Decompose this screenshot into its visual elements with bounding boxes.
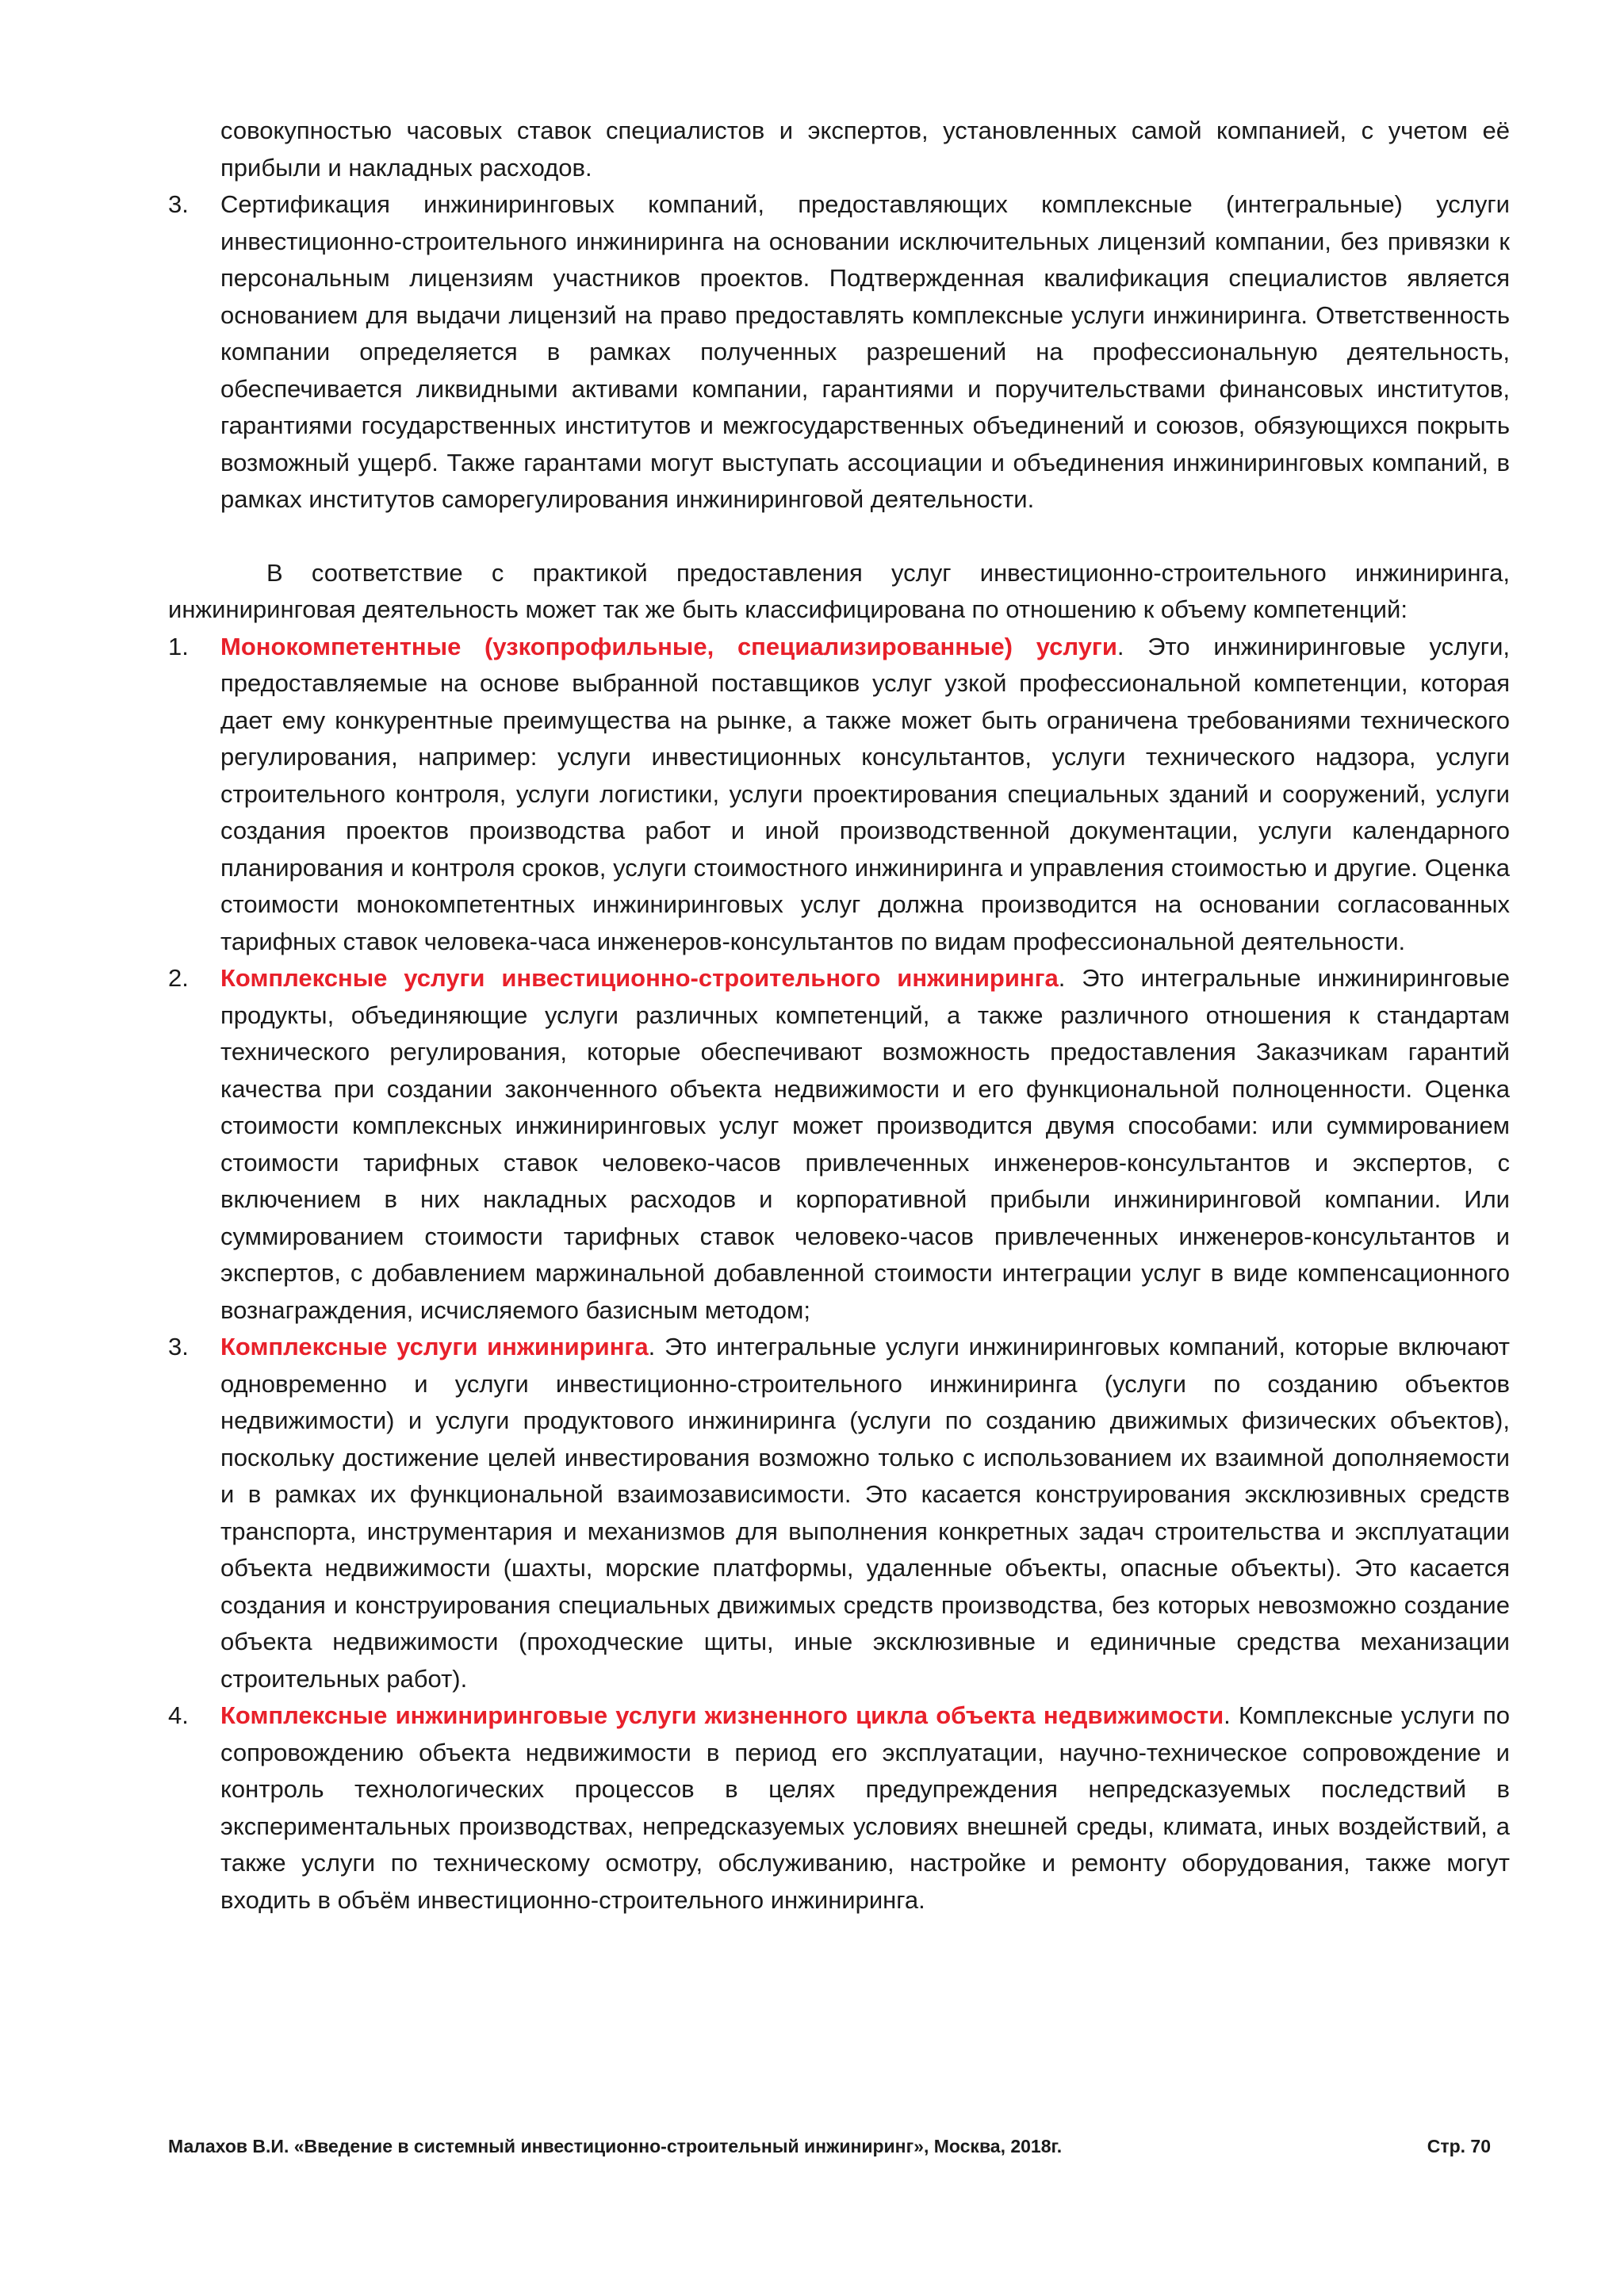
highlight-term: Комплексные услуги инвестиционно-строительного инжиниринга (220, 964, 1059, 992)
highlight-term: Комплексные услуги инжиниринга (220, 1333, 649, 1360)
list-item-body: . Это интегральные инжиниринговые продукты, объединяющие услуги различных компетенций, а также различного отношения к стандартам технического регулирования, которые обеспечивают возможность предоставления Заказчикам гарантий качества при создании законченного объекта недвижимости и его функциональной полноценности. Оценка стоимости комплексных инжиниринговых услуг может производится двумя способами: или суммированием стоимости тарифных ставок человеко-часов привлеченных инженеров-консультантов и экспертов, с включением в них накладных расходов и корпоративной прибыли инжиниринговой компании. Или суммированием стоимости тарифных ставок человеко-часов привлеченных инженеров-консультантов и экспертов, с добавлением маржинальной добавленной стоимости интеграции услуг в виде компенсационного вознаграждения, исчисляемого базисным методом; (220, 964, 1510, 1324)
page-number: Стр. 70 (1427, 2136, 1491, 2156)
list-item-text (220, 1329, 1510, 1697)
list-item-body: . Это интегральные услуги инжиниринговых компаний, которые включают одновременно и услуги инвестиционно-строительного инжиниринга (услуги по созданию объектов недвижимости) и услуги продуктового инжиниринга (услуги по созданию движимых физических объектов), поскольку достижение целей инвестирования возможно только с использованием их взаимной дополняемости и в рамках их функциональной взаимозависимости. Это касается конструирования эксклюзивных средств транспорта, инструментария и механизмов для выполнения конкретных задач строительства и эксплуатации объекта недвижимости (шахты, морские платформы, удаленные объекты, опасные объекты). Это касается создания и конструирования специальных движимых средств производства, без которых невозможно создание объекта недвижимости (проходческие щиты, иные эксклюзивные и единичные средства механизации строительных работ). (220, 1333, 1510, 1693)
list-item-prev-3 (168, 186, 1510, 519)
highlight-term: Монокомпетентные (узкопрофильные, специализированные) услуги (220, 632, 1117, 660)
list-item-text (220, 960, 1510, 1329)
list-item-text (220, 1697, 1510, 1919)
list-number: 3. (168, 1333, 189, 1360)
continuation-paragraph: совокупностью часовых ставок специалистов и экспертов, установленных самой компанией, с учетом её прибыли и накладных расходов. (220, 117, 1510, 182)
list-item-2 (168, 960, 1510, 1329)
highlight-term: Комплексные инжиниринговые услуги жизненного цикла объекта недвижимости (220, 1701, 1224, 1729)
list-number: 3. (168, 190, 189, 218)
list-item-text: Сертификация инжиниринговых компаний, предоставляющих комплексные (интегральные) услуги инвестиционно-строительного инжиниринга на основании исключительных лицензий компании, без привязки к персональным лицензиям участников проектов. Подтвержденная квалификация специалистов является основанием для выдачи лицензий на право предоставлять комплексные услуги инжиниринга. Ответственность компании определяется в рамках полученных разрешений на профессиональную деятельность, обеспечивается ликвидными активами компании, гарантиями и поручительствами финансовых институтов, гарантиями государственных институтов и межгосударственных объединений и союзов, обязующихся покрыть возможный ущерб. Также гарантами могут выступать ассоциации и объединения инжиниринговых компаний, в рамках институтов саморегулирования инжиниринговой деятельности. (220, 190, 1510, 513)
list-number: 1. (168, 632, 189, 660)
list-number: 4. (168, 1701, 189, 1729)
list-item-text (220, 629, 1510, 961)
list-item-body: . Комплексные услуги по сопровождению объекта недвижимости в период его эксплуатации, научно-техническое сопровождение и контроль технологических процессов в целях предупреждения непредсказуемых последствий в экспериментальных производствах, непредсказуемых условиях внешней среды, климата, иных воздействий, а также услуги по техническому осмотру, обслуживанию, настройке и ремонту оборудования, также могут входить в объём инвестиционно-строительного инжиниринга. (220, 1701, 1510, 1914)
list-item-1 (168, 629, 1510, 961)
footer-citation: Малахов В.И. «Введение в системный инвестиционно-строительный инжиниринг», Москва, 2018г. (168, 2136, 1063, 2156)
list-item-body: . Это инжиниринговые услуги, предоставляемые на основе выбранной поставщиков услуг узкой профессиональной компетенции, которая дает ему конкурентные преимущества на рынке, а также может быть ограничена требованиями технического регулирования, например: услуги инвестиционных консультантов, услуги технического надзора, услуги строительного контроля, услуги логистики, услуги проектирования специальных зданий и сооружений, услуги создания проектов производства работ и иной производственной документации, услуги календарного планирования и контроля сроков, услуги стоимостного инжиниринга и управления стоимостью и другие. Оценка стоимости монокомпетентных инжиниринговых услуг должна производится на основании согласованных тарифных ставок человека-часа инженеров-консультантов по видам профессиональной деятельности. (220, 632, 1511, 955)
list-item-3 (168, 1329, 1510, 1697)
list-number: 2. (168, 964, 189, 992)
list-item-4 (168, 1697, 1510, 1919)
page-body (168, 113, 1510, 1919)
paragraph-gap (168, 519, 1510, 555)
intro-paragraph: В соответствие с практикой предоставления услуг инвестиционно-строительного инжиниринга, инжиниринговая деятельность может так же быть классифицирована по отношению к объему компетенций: (168, 558, 1510, 623)
